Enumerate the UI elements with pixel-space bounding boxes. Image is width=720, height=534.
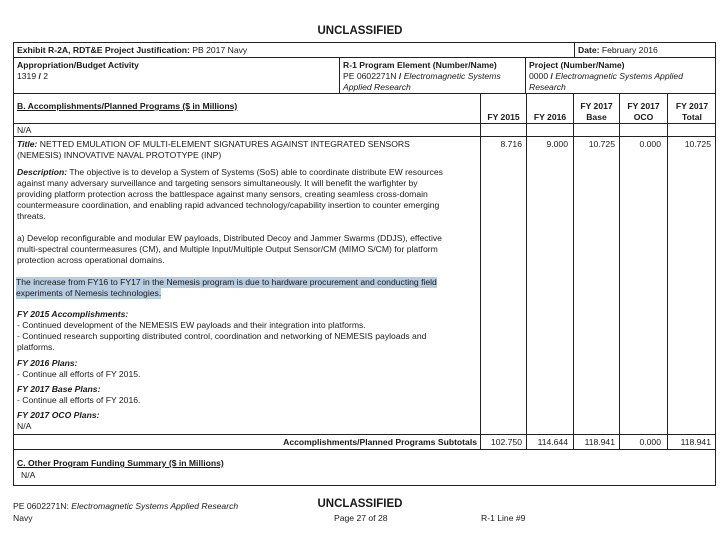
footer-page: Page 27 of 28 [334, 513, 388, 523]
value-fy2017-base: 10.725 [588, 139, 615, 149]
rule-na [13, 136, 716, 137]
section-b-title: B. Accomplishments/Planned Programs ($ in Millions) [17, 101, 238, 111]
program-title-line-1 [17, 139, 410, 150]
r1-value [343, 71, 501, 82]
exhibit-line [17, 45, 247, 56]
fy17o-1: N/A [17, 421, 32, 431]
footer-pe-name: Electromagnetic Systems Applied Research [71, 501, 239, 511]
col-fy2017-base-l1: FY 2017 [580, 101, 613, 111]
para-a-3: protection across operational domains. [17, 255, 165, 265]
program-title-label: Title: [17, 139, 38, 149]
program-title-2: (NEMESIS) INNOVATIVE NAVAL PROTOTYPE (INP) [17, 150, 222, 160]
project-label: Project (Number/Name) [529, 60, 625, 70]
project-value [529, 71, 683, 82]
project-value-name-2: Research [529, 82, 566, 92]
value-fy2017-oco: 0.000 [639, 139, 661, 149]
col-fy2016 [527, 101, 573, 123]
fy16-1: - Continue all efforts of FY 2015. [17, 369, 141, 379]
section-b-na: N/A [17, 125, 32, 135]
subtotal-fy2017-base: 118.941 [584, 437, 615, 447]
increase-2: experiments of Nemesis technologies. [16, 288, 162, 298]
classification-bottom: UNCLASSIFIED [317, 498, 403, 510]
rule-section-c [13, 449, 716, 450]
date-line [578, 45, 658, 56]
description-2: against many adversary surveillance and targeting sensors simultaneously. It will benefit the warfighter by [17, 178, 418, 188]
approp-value [17, 71, 48, 82]
date-label: Date: [578, 45, 600, 55]
para-a-2: multi-spectral countermeasures (CM), and Multiple Input/Multiple Output Sensor/CM (MIMO S/CM) for platform [17, 244, 438, 254]
approp-label: Appropriation/Budget Activity [17, 60, 139, 70]
rule-approp [13, 93, 716, 94]
col-fy2015-l1 [481, 101, 526, 112]
rule-section-b-top [13, 123, 716, 124]
subtotal-fy2017-oco: 0.000 [639, 437, 661, 447]
col-fy2017-base-l2: Base [586, 112, 607, 122]
r1-value-name-1: Electromagnetic Systems [403, 71, 501, 81]
col-fy2016-l1 [527, 101, 573, 112]
col-fy2017-base [574, 101, 619, 123]
classification-top: UNCLASSIFIED [317, 25, 403, 37]
col-fy2015-l2: FY 2015 [487, 112, 520, 122]
rule-r1-divider [339, 57, 340, 93]
r1-label: R-1 Program Element (Number/Name) [343, 60, 497, 70]
subtotal-label: Accomplishments/Planned Programs Subtotals [283, 437, 477, 447]
col-fy2017-oco [620, 101, 667, 123]
fy15-2: - Continued research supporting distributed control, coordination and networking of NEMESIS payloads and [17, 331, 427, 341]
footer-line: R-1 Line #9 [481, 513, 526, 523]
rule-date-divider [574, 42, 575, 57]
fy17b-1: - Continue all efforts of FY 2016. [17, 395, 141, 405]
fy15-label: FY 2015 Accomplishments: [17, 309, 129, 319]
date-value: February 2016 [601, 45, 658, 55]
fy17o-label: FY 2017 OCO Plans: [17, 410, 100, 420]
rule-header [13, 57, 716, 58]
increase-1: The increase from FY16 to FY17 in the Nemesis program is due to hardware procurement and conducting field [16, 277, 437, 287]
para-a-1: a) Develop reconfigurable and modular EW payloads, Distributed Decoy and Jammer Swarms (DDJS), effective [17, 233, 442, 243]
col-fy2017-oco-l2: OCO [633, 112, 654, 122]
project-value-name-1: Electromagnetic Systems Applied [555, 71, 683, 81]
description-5: threats. [17, 211, 46, 221]
description-line-1 [17, 167, 443, 178]
fy16-label: FY 2016 Plans: [17, 358, 78, 368]
subtotal-fy2017-total: 118.941 [680, 437, 711, 447]
footer-pe-num: PE 0602271N: [13, 501, 69, 511]
rule-subtotal [13, 434, 716, 435]
description-3: providing platform protection across the battlespace against many sensors, creating seamless cross-domain [17, 189, 428, 199]
subtotal-fy2016: 114.644 [537, 437, 568, 447]
value-fy2016: 9.000 [546, 139, 568, 149]
program-title-1: NETTED EMULATION OF MULTI-ELEMENT SIGNATURES AGAINST INTEGRATED SENSORS [39, 139, 410, 149]
r1-value-num: PE 0602271N [343, 71, 397, 81]
r1-value-sep: / [396, 71, 404, 81]
col-fy2017-total [668, 101, 716, 123]
project-value-num: 0000 [529, 71, 549, 81]
description-4: countermeasure coordination, and enabling rapid advanced technology/capability insertion to counter emerging [17, 200, 440, 210]
value-fy2017-total: 10.725 [684, 139, 711, 149]
exhibit-value: PB 2017 Navy [192, 45, 248, 55]
approp-value-2: 2 [43, 71, 49, 81]
project-value-sep: / [548, 71, 556, 81]
subtotal-fy2015: 102.750 [490, 437, 522, 447]
fy15-1: - Continued development of the NEMESIS EW payloads and their integration into platforms. [17, 320, 366, 330]
col-fy2016-l2: FY 2016 [533, 112, 567, 122]
fy17b-label: FY 2017 Base Plans: [17, 384, 101, 394]
r1-value-name-2: Applied Research [343, 82, 411, 92]
exhibit-label: Exhibit R-2A, RDT&E Project Justification: [17, 45, 190, 55]
section-c-title: C. Other Program Funding Summary ($ in Millions) [17, 458, 224, 468]
description-label: Description: [17, 167, 68, 177]
value-fy2015: 8.716 [500, 139, 522, 149]
col-fy2015 [481, 101, 526, 123]
footer-org: Navy [13, 513, 33, 523]
approp-sep: / [36, 71, 44, 81]
rule-project-divider [525, 57, 526, 93]
fy15-3: platforms. [17, 342, 55, 352]
section-c-value: N/A [21, 470, 36, 480]
description-1: The objective is to develop a System of Systems (SoS) able to coordinate distribute EW resources [69, 167, 443, 177]
col-fy2017-oco-l1: FY 2017 [627, 101, 660, 111]
col-fy2017-total-l1: FY 2017 [675, 101, 709, 111]
col-fy2017-total-l2: Total [682, 112, 702, 122]
approp-value-1: 1319 [17, 71, 37, 81]
